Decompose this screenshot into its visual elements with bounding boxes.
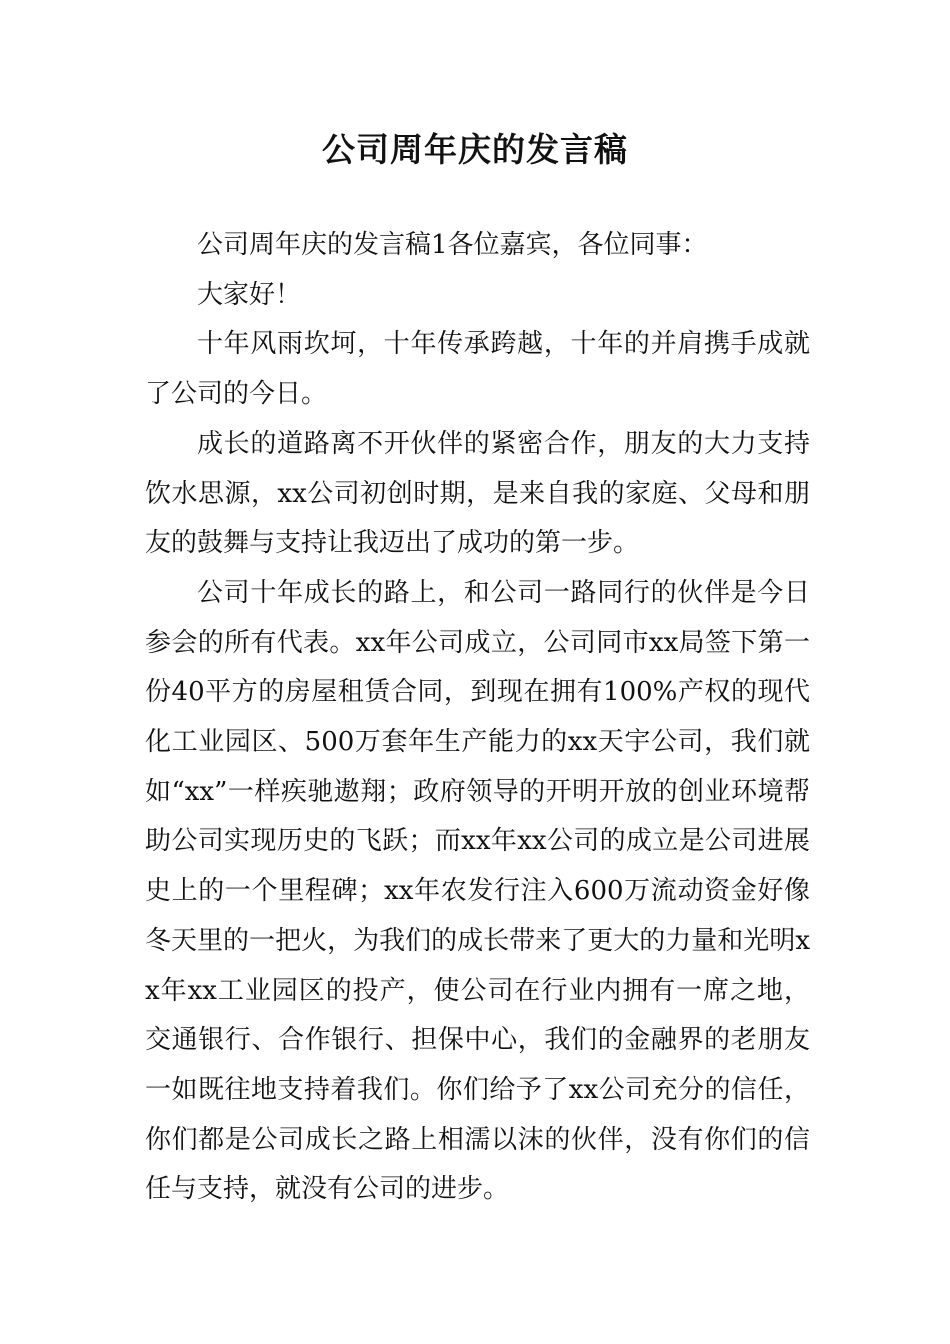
paragraph-ten-years: 十年风雨坎坷，十年传承跨越，十年的并肩携手成就了公司的今日。 [145, 329, 810, 410]
document-title: 公司周年庆的发言稿 [322, 130, 628, 169]
paragraph-partners: 公司十年成长的路上，和公司一路同行的伙伴是今日参会的所有代表。xx年公司成立，公司同市xx局签下第一份40平方的房屋租赁合同，到现在拥有100%产权的现代化工业园区、500万套年生产能力的xx天宇公司，我们就如“xx”一样疾驰遨翔；政府领导的开明开放的创业环境帮助公司实现历史的飞跃；而xx年xx公司的成立是公司进展史上的一个里程碑；xx年农发行注入600万流动资金好像冬天里的一把火，为我们的成长带来了更大的力量和光明xx年xx工业园区的投产，使公司在行业内拥有一席之地，交通银行、合作银行、担保中心，我们的金融界的老朋友一如既往地支持着我们。你们给予了xx公司充分的信任，你们都是公司成长之路上相濡以沫的伙伴，没有你们的信任与支持，就没有公司的进步。 [145, 577, 810, 1205]
paragraph-salutation: 公司周年庆的发言稿1各位嘉宾，各位同事： [197, 230, 708, 260]
document-body [145, 221, 810, 1215]
paragraph-greeting: 大家好！ [197, 279, 302, 310]
paragraph-growth: 成长的道路离不开伙伴的紧密合作，朋友的大力支持饮水思源，xx公司初创时期，是来自我的家庭、父母和朋友的鼓舞与支持让我迈出了成功的第一步。 [145, 428, 810, 559]
